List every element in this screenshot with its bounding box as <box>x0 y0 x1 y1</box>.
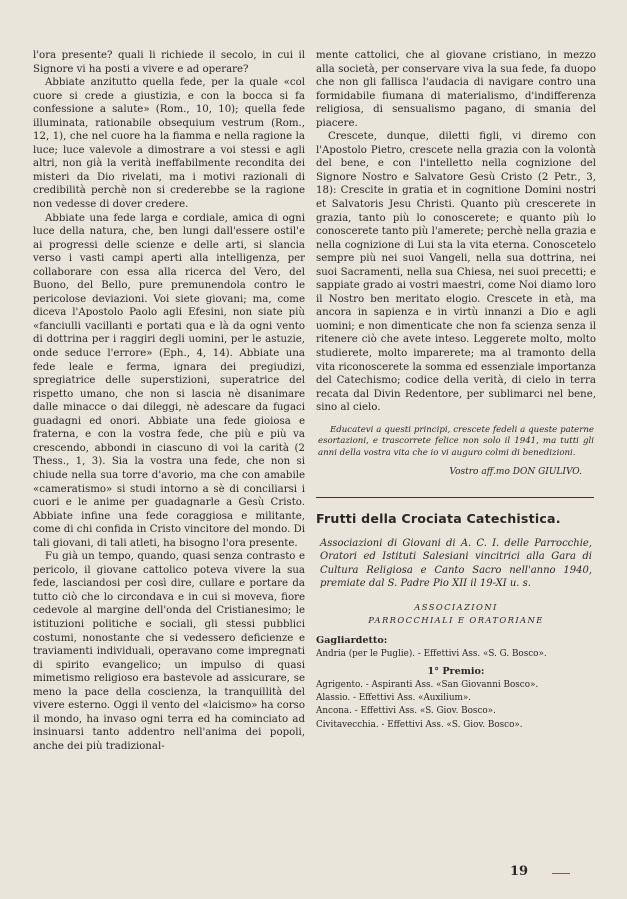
prize-title: 1° Premio: <box>427 665 485 677</box>
page-number-dash <box>552 873 570 874</box>
section-title: Frutti della Crociata Catechistica. <box>316 511 561 527</box>
page-number: 19 <box>510 864 529 879</box>
left-column <box>33 49 305 753</box>
body-paragraph: Abbiate una fede larga e cordiale, amica di ogni luce della natura, che, ben lungi dall'essere ostil'e ai progressi delle scienze e delle arti, si slancia verso i vasti campi aperti alla intelligenza, per collaborare con essa alla ricerca del Vero, del Buono, del Bello, pure premunendola contro le pericolose deviazioni. Voi siete giovani; ma, come diceva l'Apostolo Paolo agli Efesini, non siate più «fanciulli vacillanti e portati qua e là da ogni vento di dottrina per i raggiri degli uomini, per le astuzie, onde seduce l'errore» (Eph., 4, 14). Abbiate una fede leale e ferma, ignara dei pregiudizi, spregiatrice delle superstizioni, superatrice del rispetto umano, che non si lascia nè disanimare dalle minacce o dai dileggi, nè adescare da fugaci guadagni ed onori. Abbiate una fede gioiosa e fraterna, e con la vostra fede, che più e più va crescendo, abbondi in ciascuno di voi la carità (2 Thess., 1, 3). Sia la vostra una fede, che non si chiude nella sua torre d'avorio, ma che con amabile «cameratismo» si studi intorno a sè di conciliarsi i cuori e le anime per guadagnarle a Gesù Cristo. Abbiate infine una fede coraggiosa e militante, come di chi confida in Cristo vincitore del mondo. Di tali giovani, di tali atleti, ha bisogno l'ora presente. <box>33 212 305 549</box>
award-item: Civitavecchia. - Effettivi Ass. «S. Giov. Bosco». <box>316 719 523 730</box>
gagliardetto-title: Gagliardetto: <box>316 635 388 647</box>
body-paragraph: l'ora presente? quali li richiede il secolo, in cui il Signore vi ha posti a vivere e ad operare? <box>33 50 305 75</box>
body-paragraph: Crescete, dunque, diletti figli, vi diremo con l'Apostolo Pietro, crescete nella grazia con la volontà del bene, e con l'intelletto nella cognizione del Signore Nostro e Salvatore Gesù Cristo (2 Petr., 3, 18): Crescite in gratia et in cognitione Domini nostri et Salvatoris Jesu Christi. Quanto più crescerete in grazia, tanto più lo conoscerete; e quanto più lo conoscerete tanto più l'amerete; perchè nella grazia e nella cognizione di Lui sta la vita eterna. Conoscetelo sempre più nei suoi Vangeli, nella sua dottrina, nei suoi Sacramenti, nella sua Chiesa, nei suoi precetti; e sappiate grado ai vostri maestri, come Noi diamo loro il Nostro ben meritato elogio. Crescete in età, ma ancora in sapienza e in virtù innanzi a Dio e agli uomini; e non dimenticate che non fa scienza senza il ritenere ciò che avete inteso. Leggerete molto, molto studierete, molto imparerete; ma al tramonto della vita riconoscerete la somma ed essenziale importanza del Catechismo; codice della verità, di cielo in terra recata dal Divin Redentore, per sublimarci nel bene, sino al cielo. <box>316 131 596 414</box>
section-subtitle: Associazioni di Giovani di A. C. I. delle Parrocchie, Oratori ed Istituti Salesiani vincitrici alla Gara di Cultura Religiosa e Canto Sacro nell'anno 1940, premiate dal S. Padre Pio XII il 19-XI u. s. <box>320 537 592 590</box>
associations-header-line: PARROCCHIALI E ORATORIANE <box>368 614 544 625</box>
signature: Vostro aff.mo DON GIULIVO. <box>449 466 582 477</box>
body-paragraph: mente cattolici, che al giovane cristiano, in mezzo alla società, per conservare viva la sua fede, fa duopo che non gli fallisca l'audacia di navigare contro una formidabile fiumana di materialismo, d'indifferenza religiosa, di sensualismo pagano, di smania del piacere. <box>316 50 596 129</box>
section-divider <box>316 497 594 498</box>
body-paragraph: Fu già un tempo, quando, quasi senza contrasto e pericolo, il giovane cattolico poteva vivere la sua fede, lasciandosi per così dire, cullare e portare da tutto ciò che lo circondava e in cui si moveva, fiore cedevole al margine dell'onda del Cristianesimo; le istituzioni politiche e sociali, gli stessi pubblici costumi, nonostante che si vedessero deficienze e traviamenti individuali, operavano come impregnati di spirito evangelico; un impulso di quasi mimetismo religioso era bastevole ad assicurare, se meno la pace della coscienza, la tranquillità del vivere esterno. Oggi il vento del «laicismo» ha corso il mondo, ha invaso ogni terra ed ha cominciato ad insinuarsi tanto addentro nell'anima dei popoli, anche dei più tradizional- <box>33 551 305 752</box>
associations-header-line: ASSOCIAZIONI <box>414 602 498 613</box>
body-paragraph: Abbiate anzitutto quella fede, per la quale «col cuore si crede a giustizia, e con la bocca si fa confessione a salute» (Rom., 10, 10); quella fede illuminata, rationabile obsequium vestrum (Rom., 12, 1), che nel cuore ha la fiamma e nella ragione la luce; luce valevole a dimostrare a voi stessi e agli altri, non già la verità ineffabilmente recondita dei misteri da Dio rivelati, ma i motivi razionali di credibilità perchè non si crederebbe se la ragione non vedesse di dover credere. <box>33 77 305 211</box>
award-item: Agrigento. - Aspiranti Ass. «San Giovanni Bosco». <box>316 679 539 690</box>
associations-header <box>316 601 596 626</box>
award-item: Andria (per le Puglie). - Effettivi Ass. «S. G. Bosco». <box>316 648 547 659</box>
closing-note: Educatevi a questi principi, crescete fedeli a queste paterne esortazioni, e trascorrete felice non solo il 1941, ma tutti gli anni della vostra vita che io vi auguro colmi di benedizioni. <box>318 424 594 458</box>
award-item: Alassio. - Effettivi Ass. «Auxilium». <box>316 692 472 703</box>
right-column <box>316 49 596 732</box>
award-item: Ancona. - Effettivi Ass. «S. Giov. Bosco». <box>316 706 496 717</box>
